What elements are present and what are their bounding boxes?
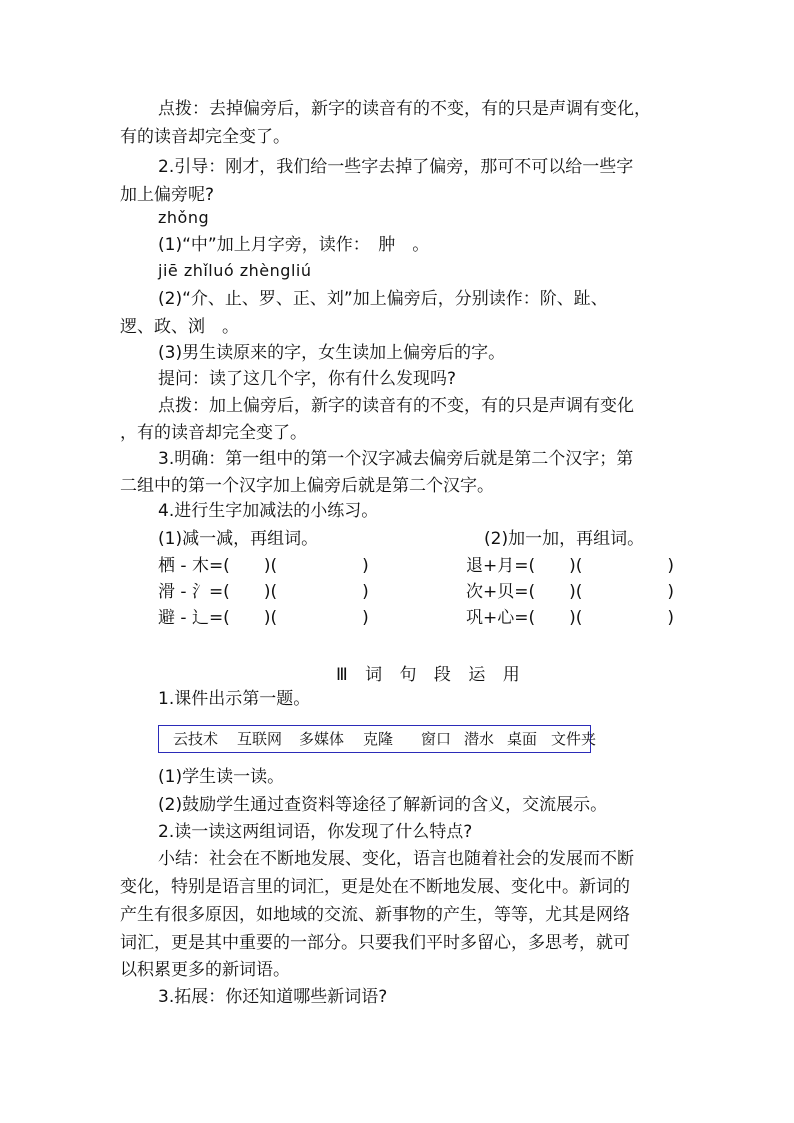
practice-title: 4.进行生字加减法的小练习。	[158, 501, 379, 521]
exercise-subtract-3: 避 - 辶=( )( )	[158, 608, 369, 628]
tip-removal-line2: 有的读音却完全变了。	[120, 127, 290, 147]
item-3: (3)男生读原来的字，女生读加上偏旁后的字。	[158, 343, 506, 363]
new-words-box	[158, 725, 597, 753]
exercise-add-2: 次+贝=( )( )	[466, 582, 675, 602]
summary-line: 小结：社会在不断地发展、变化，语言也随着社会的发展而不断	[158, 849, 634, 869]
read-instruction: (1)学生读一读。	[158, 767, 285, 787]
encourage-instruction: (2)鼓励学生通过查资料等途径了解新词的含义，交流展示。	[158, 795, 608, 815]
subtract-title: (1)减一减，再组词。	[158, 529, 319, 549]
summary-line: 词汇，更是其中重要的一部分。只要我们平时多留心，多思考，就可	[120, 933, 630, 953]
word-item: 克隆	[363, 730, 394, 748]
pinyin-line: jiē zhǐluó zhèngliú	[158, 261, 312, 280]
add-title: (2)加一加，再组词。	[484, 529, 645, 549]
item-1: (1)“中”加上月字旁，读作： 肿 。	[158, 235, 430, 255]
clarify-line2: 二组中的第一个汉字加上偏旁后就是第二个汉字。	[120, 476, 494, 496]
word-item: 多媒体	[299, 730, 345, 748]
exercise-add-3: 巩+心=( )( )	[466, 608, 675, 628]
word-item: 桌面	[507, 730, 538, 748]
exercise-add-1: 退+月=( )( )	[466, 556, 675, 576]
word-item: 潜水	[464, 730, 495, 748]
item-2-line2: 逻、政、浏 。	[120, 317, 239, 337]
exercise-subtract-1: 栖 - 木=( )( )	[158, 556, 369, 576]
guide-line1: 2.引导：刚才，我们给一些字去掉了偏旁，那可不可以给一些字	[158, 157, 634, 177]
pinyin-zhong: zhǒng	[158, 208, 210, 227]
step-3: 3.拓展：你还知道哪些新词语?	[158, 987, 388, 1007]
item-2-line1: (2)“介、止、罗、正、刘”加上偏旁后，分别读作：阶、趾、	[158, 289, 608, 309]
word-item: 文件夹	[551, 730, 597, 748]
question: 提问：读了这几个字，你有什么发现吗?	[158, 369, 457, 389]
word-item: 窗口	[421, 730, 452, 748]
summary-line: 以积累更多的新词语。	[120, 960, 290, 980]
section-heading: Ⅲ 词 句 段 运 用	[336, 665, 526, 685]
step-1: 1.课件出示第一题。	[158, 689, 311, 709]
exercise-subtract-2: 滑 - 氵=( )( )	[158, 582, 369, 602]
tip-add-line2: ，有的读音却完全变了。	[120, 423, 307, 443]
clarify-line1: 3.明确：第一组中的第一个汉字减去偏旁后就是第二个汉字；第	[158, 449, 634, 469]
summary-line: 产生有很多原因，如地域的交流、新事物的产生，等等，尤其是网络	[120, 905, 630, 925]
guide-line2: 加上偏旁呢?	[120, 185, 215, 205]
word-item: 云技术	[173, 730, 219, 748]
word-item: 互联网	[237, 730, 283, 748]
tip-removal-line1: 点拨：去掉偏旁后，新字的读音有的不变，有的只是声调有变化，	[158, 99, 651, 119]
summary-line: 变化，特别是语言里的词汇，更是处在不断地发展、变化中。新词的	[120, 877, 630, 897]
tip-add-line1: 点拨：加上偏旁后，新字的读音有的不变，有的只是声调有变化	[158, 396, 634, 416]
step-2: 2.读一读这两组词语，你发现了什么特点?	[158, 822, 473, 842]
